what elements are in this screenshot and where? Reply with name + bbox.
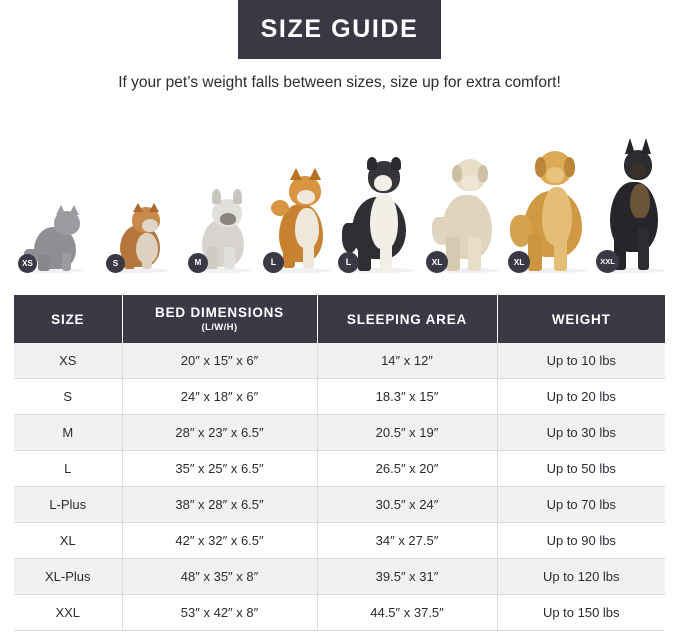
- labrador-silhouette: [426, 151, 504, 273]
- front-leg: [638, 228, 649, 270]
- size-table: [14, 295, 665, 631]
- cell-sleeping: 30.5″ x 24″: [317, 487, 497, 523]
- table-row: [14, 343, 665, 379]
- header-title-block: [238, 0, 441, 59]
- header-band: [0, 0, 679, 59]
- rear-leg: [283, 240, 295, 268]
- column-header-weight-label: WEIGHT: [551, 311, 611, 327]
- cell-weight: Up to 120 lbs: [497, 559, 665, 595]
- column-header-size: [14, 295, 122, 343]
- cell-sleeping: 20.5″ x 19″: [317, 415, 497, 451]
- cell-sleeping: 26.5″ x 20″: [317, 451, 497, 487]
- size-table-container: [14, 295, 665, 631]
- ear-right: [478, 165, 488, 182]
- shiba-inu-silhouette: [263, 166, 335, 273]
- ear-left: [625, 138, 635, 154]
- ear-right: [69, 205, 79, 215]
- pet-figure-xl-2: [508, 145, 594, 273]
- cell-size: XL: [14, 523, 122, 559]
- badge-xl-1: XL: [426, 251, 448, 273]
- cell-size: XL-Plus: [14, 559, 122, 595]
- chest-tan: [630, 184, 650, 218]
- cell-sleeping: 18.3″ x 15″: [317, 379, 497, 415]
- cell-dimensions: 20″ x 15″ x 6″: [122, 343, 317, 379]
- front-leg: [554, 235, 567, 271]
- muzzle: [142, 219, 158, 232]
- tail: [271, 200, 289, 216]
- cell-weight: Up to 20 lbs: [497, 379, 665, 415]
- cell-dimensions: 48″ x 35″ x 8″: [122, 559, 317, 595]
- table-row: [14, 559, 665, 595]
- cell-weight: Up to 30 lbs: [497, 415, 665, 451]
- cell-dimensions: 53″ x 42″ x 8″: [122, 595, 317, 631]
- column-header-dimensions: [122, 295, 317, 343]
- cell-dimensions: 24″ x 18″ x 6″: [122, 379, 317, 415]
- table-row: [14, 487, 665, 523]
- cell-dimensions: 42″ x 32″ x 6.5″: [122, 523, 317, 559]
- column-header-sleeping-area: [317, 295, 497, 343]
- front-leg: [468, 237, 481, 271]
- column-header-size-label: SIZE: [51, 311, 85, 327]
- ear-right: [233, 189, 242, 204]
- column-header-dimensions-sub: (L/W/H): [201, 322, 238, 333]
- table-row: [14, 595, 665, 631]
- table-row: [14, 415, 665, 451]
- cell-dimensions: 35″ x 25″ x 6.5″: [122, 451, 317, 487]
- badge-l-1: L: [263, 252, 284, 273]
- rear-leg: [528, 235, 542, 271]
- cell-size: M: [14, 415, 122, 451]
- table-head: [14, 295, 665, 343]
- cell-size: XS: [14, 343, 122, 379]
- table-row: [14, 379, 665, 415]
- ear-left: [212, 189, 221, 204]
- pet-figure-xs: [18, 201, 88, 273]
- rear-leg: [446, 237, 460, 271]
- table-body: [14, 343, 665, 631]
- pet-figure-l-1: [263, 166, 335, 273]
- cell-size: L: [14, 451, 122, 487]
- cell-size: L-Plus: [14, 487, 122, 523]
- cell-sleeping: 14″ x 12″: [317, 343, 497, 379]
- table-row: [14, 523, 665, 559]
- cell-dimensions: 38″ x 28″ x 6.5″: [122, 487, 317, 523]
- cell-sleeping: 39.5″ x 31″: [317, 559, 497, 595]
- badge-xs: XS: [18, 254, 37, 273]
- cell-weight: Up to 150 lbs: [497, 595, 665, 631]
- tail: [342, 223, 358, 253]
- ear-right: [641, 138, 651, 154]
- ear-left: [452, 165, 462, 182]
- muzzle: [462, 175, 479, 190]
- badge-xxl: XXL: [596, 250, 619, 273]
- front-leg: [303, 240, 314, 268]
- page-title: SIZE GUIDE: [260, 15, 419, 43]
- french-bulldog-silhouette: [188, 185, 256, 273]
- rear-leg: [38, 255, 50, 271]
- pet-figure-xxl: [596, 138, 670, 273]
- table-header-row: [14, 295, 665, 343]
- cell-size: XXL: [14, 595, 122, 631]
- cell-size: S: [14, 379, 122, 415]
- front-leg: [224, 247, 235, 269]
- golden-retriever-silhouette: [508, 145, 594, 273]
- ear-left: [367, 157, 377, 170]
- ear-right: [564, 157, 575, 177]
- ear-left: [56, 205, 66, 215]
- rear-leg: [206, 247, 218, 269]
- column-header-dimensions-label: BED DIMENSIONS: [155, 305, 284, 320]
- muzzle: [374, 175, 392, 191]
- table-row: [14, 451, 665, 487]
- column-header-weight: [497, 295, 665, 343]
- cell-weight: Up to 70 lbs: [497, 487, 665, 523]
- pet-figure-m: [188, 185, 256, 273]
- ear-left: [290, 168, 302, 180]
- muzzle: [297, 190, 315, 204]
- ear-right: [149, 203, 159, 212]
- front-leg: [62, 253, 71, 271]
- front-leg: [142, 253, 152, 269]
- rear-leg: [124, 253, 135, 269]
- cell-weight: Up to 50 lbs: [497, 451, 665, 487]
- badge-xl-2: XL: [508, 251, 530, 273]
- cat-silhouette: [18, 201, 88, 273]
- cell-sleeping: 34″ x 27.5″: [317, 523, 497, 559]
- pet-figure-s: [106, 195, 172, 273]
- cell-sleeping: 44.5″ x 37.5″: [317, 595, 497, 631]
- muzzle: [220, 213, 236, 225]
- ear-left: [535, 157, 546, 177]
- ear-left: [133, 203, 143, 212]
- doberman-silhouette: [596, 138, 670, 273]
- ear-right: [309, 168, 321, 180]
- subtitle-text: If your pet’s weight falls between sizes, size up for extra comfort!: [118, 74, 561, 91]
- pet-size-illustrations: [8, 128, 671, 273]
- ear-right: [391, 157, 401, 170]
- badge-s: S: [106, 254, 125, 273]
- column-header-sleeping-area-label: SLEEPING AREA: [346, 311, 468, 327]
- badge-l-2: L: [338, 252, 359, 273]
- border-collie-silhouette: [338, 153, 420, 273]
- muzzle: [546, 167, 564, 183]
- rear-leg: [358, 239, 371, 271]
- front-leg: [380, 239, 392, 271]
- pet-figure-xl-1: [426, 151, 504, 273]
- badge-m: M: [188, 253, 208, 273]
- cell-dimensions: 28″ x 23″ x 6.5″: [122, 415, 317, 451]
- cell-weight: Up to 90 lbs: [497, 523, 665, 559]
- muzzle: [630, 164, 646, 178]
- pet-figure-l-2: [338, 153, 420, 273]
- cell-weight: Up to 10 lbs: [497, 343, 665, 379]
- pomeranian-silhouette: [106, 195, 172, 273]
